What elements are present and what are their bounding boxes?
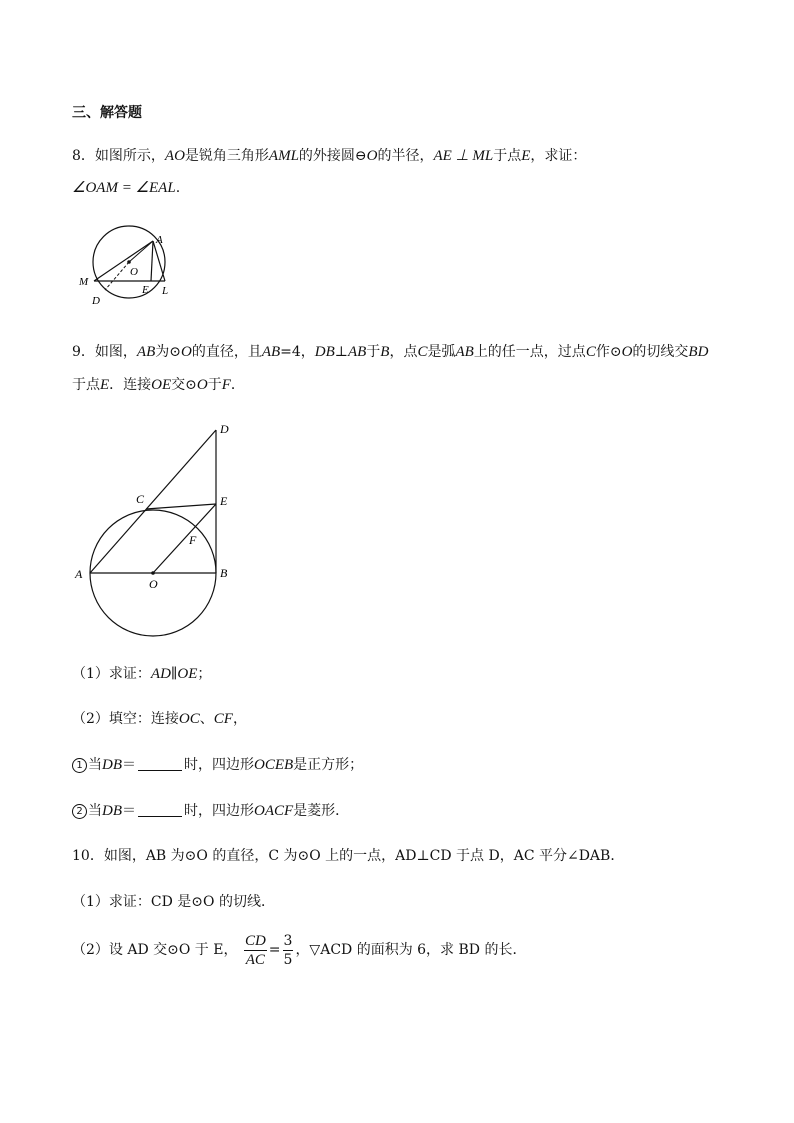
q8-label-l: L xyxy=(162,285,169,297)
q9-sub2 xyxy=(72,801,349,821)
section-title: 三、解答题 xyxy=(72,105,142,121)
q8-text: 是锐角三角形 xyxy=(184,148,269,164)
q9-math: B xyxy=(380,344,390,360)
q9-math: AB xyxy=(136,344,156,360)
q9-text: ＝ xyxy=(122,757,136,773)
q9-text: ． xyxy=(230,377,245,393)
q9-text: ； xyxy=(197,666,212,682)
q10-line1: 10．如图，AB 为⊙O 的直径，C 为⊙O 上的一点，AD⊥CD 于点 D，AC 平分∠DAB． xyxy=(72,848,625,864)
q9-text: =4， xyxy=(280,344,315,360)
q8-text: 于点 xyxy=(493,148,522,164)
q9-label-a: A xyxy=(75,567,83,581)
q8-line1 xyxy=(72,146,586,166)
q9-label-b: B xyxy=(220,566,228,580)
q8-text: ，求证： xyxy=(530,148,587,164)
q9-text: ⊥ xyxy=(334,344,348,360)
q9-label-c: C xyxy=(136,492,145,506)
q8-math: O xyxy=(366,148,378,164)
q9-text: 是弧 xyxy=(427,344,456,360)
q8-math: AE ⊥ ML xyxy=(433,148,494,164)
q9-math: AB xyxy=(455,344,474,360)
circled-number-1: 1 xyxy=(72,758,87,773)
q8-text: 的半径， xyxy=(377,148,434,164)
q9-math: BD xyxy=(688,344,709,360)
answer-blank-1[interactable] xyxy=(138,756,182,771)
q8-figure xyxy=(74,224,184,308)
q8-text: 的外接圆⊖ xyxy=(298,148,367,164)
q9-text: 时，四边形 xyxy=(184,803,254,819)
q9-text: 上的任一点，过点 xyxy=(473,344,586,360)
q8-label-e: E xyxy=(142,284,149,296)
q9-math: C xyxy=(417,344,428,360)
q9-text: 是菱形． xyxy=(293,803,350,819)
q9-text: 9．如图， xyxy=(72,344,137,360)
q9-math: F xyxy=(221,377,231,393)
q9-text: 的直径，且 xyxy=(191,344,262,360)
q8-math: ∠OAM = ∠EAL xyxy=(72,180,176,196)
q9-math: DB xyxy=(102,803,122,819)
q9-math: AB xyxy=(261,344,281,360)
q10-text: ，▽ACD 的面积为 6，求 BD 的长． xyxy=(295,942,527,958)
q9-text: ， xyxy=(232,711,247,727)
fraction-denominator: AC xyxy=(245,951,265,968)
q8-text: . xyxy=(175,180,181,196)
q9-math: DB xyxy=(314,344,335,360)
q9-text: 当 xyxy=(88,757,102,773)
q9-text: （2）填空：连接 xyxy=(72,711,179,727)
q9-label-f: F xyxy=(189,533,197,547)
fraction-numerator: CD xyxy=(244,932,266,949)
q9-math: C xyxy=(585,344,596,360)
q9-text: ，点 xyxy=(389,344,418,360)
q9-line2 xyxy=(72,375,245,395)
q9-label-d: D xyxy=(220,422,229,436)
q9-text: 、 xyxy=(199,711,214,727)
q9-text: 交⊙ xyxy=(171,377,197,393)
q9-text: 于点 xyxy=(72,377,100,393)
q9-text: ∥ xyxy=(170,666,178,682)
fraction-3-5 xyxy=(283,932,294,969)
q9-line1 xyxy=(72,342,708,362)
q9-text: 作⊙ xyxy=(595,344,622,360)
q8-label-m: M xyxy=(79,276,89,288)
q8-label-d: D xyxy=(92,295,100,307)
q9-figure xyxy=(70,418,245,640)
q10-part2 xyxy=(72,931,526,969)
q9-math: OE xyxy=(177,666,198,682)
q8-label-o: O xyxy=(130,266,138,278)
fraction-cd-ac xyxy=(244,932,267,969)
q9-math: E xyxy=(100,377,110,393)
q9-math: AD xyxy=(150,666,171,682)
q8-math: AO xyxy=(164,148,185,164)
q9-text: 于 xyxy=(366,344,381,360)
q9-text: 当 xyxy=(88,803,102,819)
q9-math: DB xyxy=(102,757,122,773)
q9-part1 xyxy=(72,664,211,684)
q9-text: ．连接 xyxy=(109,377,152,393)
q9-math: O xyxy=(180,344,192,360)
q9-sub1 xyxy=(72,755,363,775)
fraction-denominator: 5 xyxy=(283,951,293,968)
q9-label-e: E xyxy=(220,494,228,508)
q9-math: OCEB xyxy=(254,757,294,773)
q9-math: O xyxy=(621,344,633,360)
q9-text: 于 xyxy=(207,377,222,393)
q8-text: 8．如图所示， xyxy=(72,148,165,164)
q9-text: （1）求证： xyxy=(72,666,151,682)
circled-number-2: 2 xyxy=(72,804,87,819)
equals-sign: = xyxy=(268,942,281,958)
q10-text: （2）设 AD 交⊙O 于 E， xyxy=(72,942,238,958)
q8-line2 xyxy=(72,178,180,198)
fraction-numerator: 3 xyxy=(283,932,293,949)
answer-blank-2[interactable] xyxy=(138,802,182,817)
q9-text: 时，四边形 xyxy=(184,757,254,773)
q9-text: 是正方形； xyxy=(293,757,364,773)
q9-math: O xyxy=(196,377,208,393)
q8-math: E xyxy=(521,148,531,164)
q9-text: 的切线交 xyxy=(632,344,689,360)
q8-label-a: A xyxy=(156,234,163,246)
q9-label-o: O xyxy=(149,577,158,591)
q9-math: CF xyxy=(213,711,233,727)
q9-text: 为⊙ xyxy=(155,344,181,360)
q9-text: ＝ xyxy=(122,803,136,819)
q10-part1: （1）求证：CD 是⊙O 的切线． xyxy=(72,894,275,910)
q8-math: AML xyxy=(268,148,299,164)
q9-math: AB xyxy=(347,344,367,360)
q9-math: OACF xyxy=(254,803,294,819)
q9-math: OC xyxy=(178,711,200,727)
q9-math: OE xyxy=(151,377,172,393)
q9-part2 xyxy=(72,709,247,729)
